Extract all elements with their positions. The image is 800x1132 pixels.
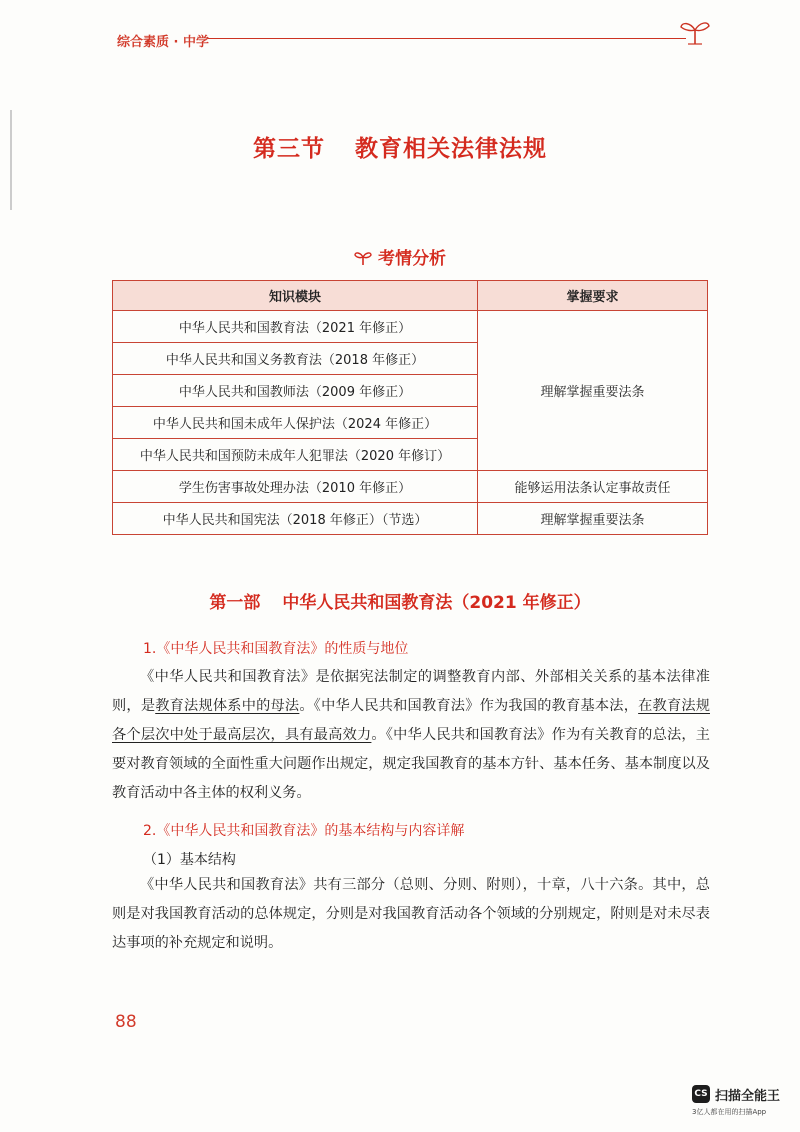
table-row (113, 311, 708, 343)
underlined-text: 教育法规体系中的母法 (155, 698, 300, 714)
table-cell: 学生伤害事故处理办法（2010 年修正） (113, 471, 478, 503)
table-cell: 中华人民共和国教师法（2009 年修正） (113, 375, 478, 407)
sprout-icon (354, 249, 372, 267)
scanner-tagline: 3亿人都在用的扫描App (692, 1108, 767, 1116)
section-title (0, 130, 800, 163)
subheading: 2.《中华人民共和国教育法》的基本结构与内容详解 (143, 823, 465, 839)
section-number: 第三节 (253, 136, 325, 162)
table-cell-requirement: 理解掌握重要法条 (478, 311, 708, 471)
paragraph-nature (112, 663, 710, 808)
paragraph-structure (112, 871, 710, 958)
analysis-title-text: 考情分析 (378, 249, 446, 269)
underlined-text: 在教育法规各个层次中处于最高层次，具有最高效力 (112, 698, 710, 743)
paragraph-text: 《中华人民共和国教育法》共有三部分（总则、分则、附则），十章，八十六条。其中，总则是对我国教育活动的总体规定，分则是对我国教育活动各个领域的分别规定，附则是对未尽表达事项的补充规定和说明。 (112, 877, 710, 951)
part-name: 中华人民共和国教育法（2021 年修正） (282, 593, 591, 613)
subheading: 1.《中华人民共和国教育法》的性质与地位 (143, 641, 409, 657)
column-header: 知识模块 (113, 281, 478, 311)
page-number: 88 (115, 1012, 137, 1032)
table-cell: 中华人民共和国义务教育法（2018 年修正） (113, 343, 478, 375)
sprout-icon (678, 14, 712, 48)
part-title (0, 588, 800, 613)
table-cell-requirement: 理解掌握重要法条 (478, 503, 708, 535)
text-run: 《中华人民共和国教育法》是依据宪法制定的调整教育内部、外部相关关系的基本法律准则，是 (112, 669, 710, 714)
text-run: 。《中华人民共和国教育法》作为我国的教育基本法， (299, 698, 639, 714)
table-cell: 中华人民共和国宪法（2018 年修正）（节选） (113, 503, 478, 535)
column-header: 掌握要求 (478, 281, 708, 311)
table-header-row (113, 281, 708, 311)
scanner-logo-icon: CS (692, 1085, 710, 1103)
scanner-name: 扫描全能王 (715, 1089, 781, 1104)
table-cell-requirement: 能够运用法条认定事故责任 (478, 471, 708, 503)
part-number: 第一部 (209, 593, 261, 613)
table-row (113, 503, 708, 535)
table-cell: 中华人民共和国预防未成年人犯罪法（2020 年修订） (113, 439, 478, 471)
table-cell: 中华人民共和国教育法（2021 年修正） (113, 311, 478, 343)
exam-analysis-table (112, 280, 708, 535)
running-header: 综合素质 · 中学 (117, 35, 209, 50)
text-run: 。《中华人民共和国教育法》作为有关教育的总法，主要对教育领域的全面性重大问题作出规定，规定我国教育的基本方针、基本任务、基本制度以及教育活动中各主体的权利义务。 (112, 727, 710, 801)
sub-subheading: （1）基本结构 (143, 852, 236, 868)
section-name: 教育相关法律法规 (355, 136, 547, 162)
table-cell: 中华人民共和国未成年人保护法（2024 年修正） (113, 407, 478, 439)
table-row (113, 471, 708, 503)
header-rule (208, 38, 686, 39)
analysis-heading (0, 244, 800, 269)
